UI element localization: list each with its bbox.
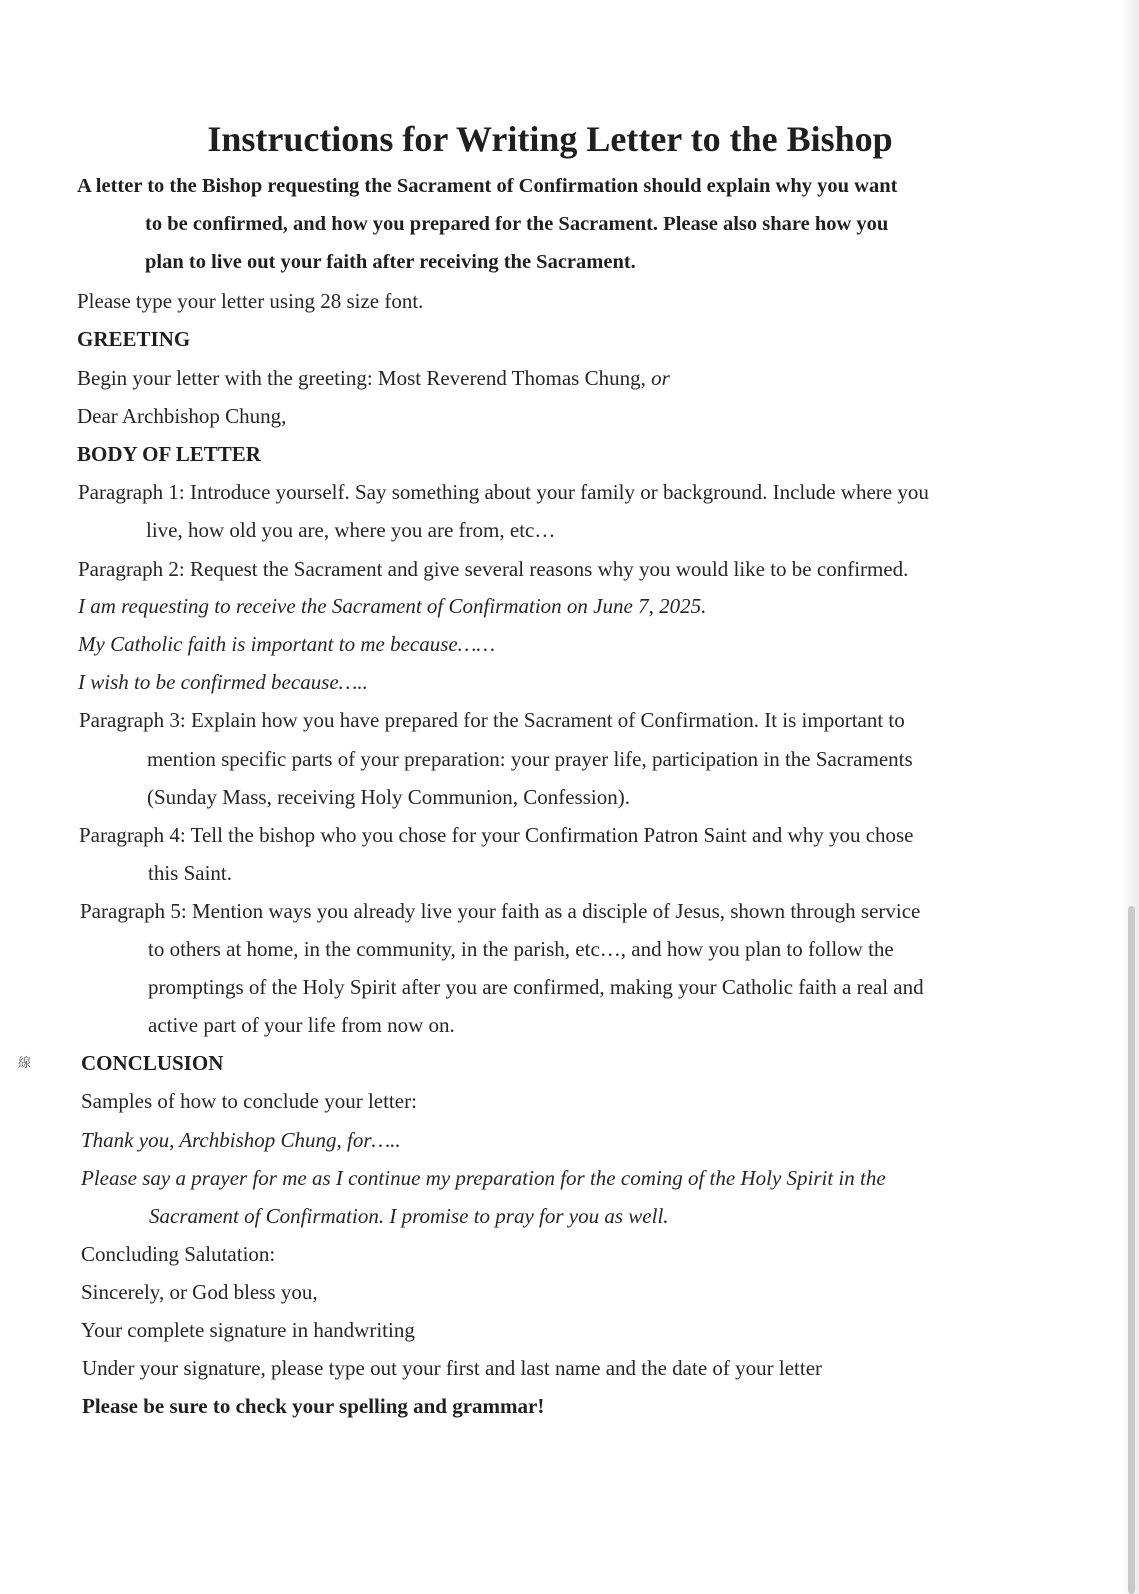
paragraph-3-line-2: mention specific parts of your preparation: your prayer life, participation in the Sacraments <box>147 747 913 771</box>
intro-line-3: plan to live out your faith after receiving the Sacrament. <box>145 251 636 273</box>
salutation: Sincerely, or God bless you, <box>81 1280 318 1304</box>
body-heading: BODY OF LETTER <box>77 442 261 466</box>
margin-mark: 線 <box>18 1056 32 1071</box>
greeting-heading: GREETING <box>77 327 191 351</box>
conclusion-sample-2-line-2: Sacrament of Confirmation. I promise to pray for you as well. <box>149 1204 669 1228</box>
document-title: Instructions for Writing Letter to the Bishop <box>207 119 893 159</box>
paragraph-5-line-2: to others at home, in the community, in the parish, etc…, and how you plan to follow the <box>148 937 894 961</box>
conclusion-heading: CONCLUSION <box>81 1051 224 1075</box>
name-date-instruction: Under your signature, please type out your first and last name and the date of your letter <box>82 1356 823 1380</box>
greeting-text: Begin your letter with the greeting: Most Reverend Thomas Chung, <box>77 366 646 390</box>
paragraph-5-line-3: promptings of the Holy Spirit after you are confirmed, making your Catholic faith a real and <box>148 975 924 999</box>
example-wish: I wish to be confirmed because….. <box>78 670 368 694</box>
final-note: Please be sure to check your spelling and grammar! <box>82 1394 545 1418</box>
paragraph-4-line-2: this Saint. <box>148 861 233 885</box>
intro-line-2: to be confirmed, and how you prepared for the Sacrament. Please also share how you <box>145 213 889 235</box>
example-request: I am requesting to receive the Sacrament of Confirmation on June 7, 2025. <box>78 594 707 618</box>
scrollbar-thumb[interactable] <box>1128 906 1135 1594</box>
salutation-label: Concluding Salutation: <box>81 1242 276 1266</box>
paragraph-1-line-1: Paragraph 1: Introduce yourself. Say something about your family or background. Include where you <box>78 480 929 504</box>
conclusion-sample-2-line-1: Please say a prayer for me as I continue my preparation for the coming of the Holy Spirit in the <box>81 1166 886 1190</box>
font-size-note: Please type your letter using 28 size font. <box>77 289 424 313</box>
paragraph-3-line-1: Paragraph 3: Explain how you have prepared for the Sacrament of Confirmation. It is important to <box>79 708 905 732</box>
vertical-scrollbar[interactable] <box>1121 0 1139 1594</box>
paragraph-4-line-1: Paragraph 4: Tell the bishop who you chose for your Confirmation Patron Saint and why you chose <box>79 823 914 847</box>
greeting-line-2: Dear Archbishop Chung, <box>77 404 287 428</box>
example-faith: My Catholic faith is important to me because…… <box>78 632 496 656</box>
intro-line-1: A letter to the Bishop requesting the Sacrament of Confirmation should explain why you want <box>77 175 898 197</box>
paragraph-3-line-3: (Sunday Mass, receiving Holy Communion, Confession). <box>147 785 630 809</box>
signature-instruction: Your complete signature in handwriting <box>81 1318 415 1342</box>
conclusion-samples-label: Samples of how to conclude your letter: <box>81 1089 417 1113</box>
paragraph-5-line-4: active part of your life from now on. <box>148 1013 455 1037</box>
paragraph-1-line-2: live, how old you are, where you are from, etc… <box>146 518 556 542</box>
conclusion-sample-1: Thank you, Archbishop Chung, for….. <box>81 1128 401 1152</box>
paragraph-5-line-1: Paragraph 5: Mention ways you already live your faith as a disciple of Jesus, shown through service <box>80 899 921 923</box>
greeting-or: or <box>651 366 670 390</box>
greeting-line-1 <box>77 364 670 392</box>
paragraph-2: Paragraph 2: Request the Sacrament and give several reasons why you would like to be confirmed. <box>78 557 909 581</box>
